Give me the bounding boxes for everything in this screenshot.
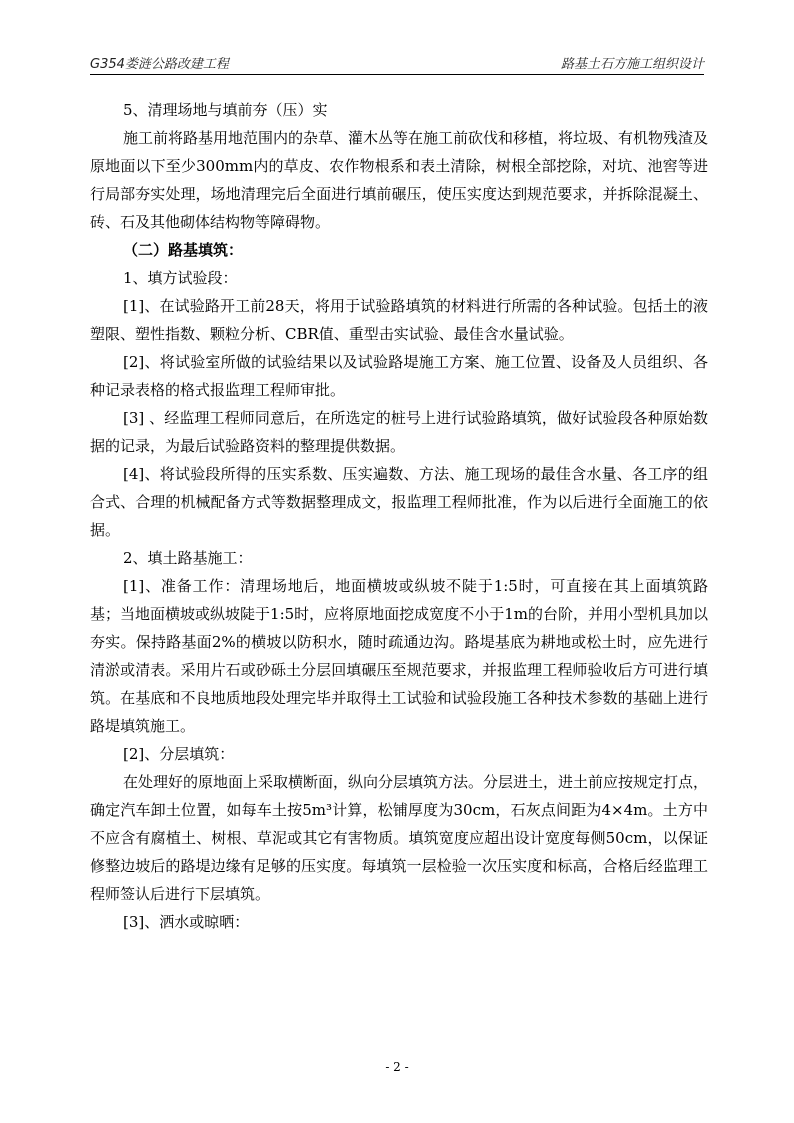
page-header	[90, 52, 704, 75]
subheading-layered-filling: [2]、分层填筑：	[123, 745, 235, 763]
paragraph-test-4: [4]、将试验段所得的压实系数、压实遍数、方法、施工现场的最佳含水量、各工序的组合式、合理的机械配备方式等数据整理成文，报监理工程师批准，作为以后进行全面施工的依据。	[90, 465, 708, 539]
paragraph-test-3: [3] 、经监理工程师同意后，在所选定的桩号上进行试验路填筑，做好试验段各种原始数据的记录，为最后试验路资料的整理提供数据。	[90, 409, 708, 455]
page-number: - 2 -	[385, 1060, 409, 1074]
section-heading-subgrade-filling: （二）路基填筑：	[123, 241, 244, 259]
subheading-watering-drying: [3]、洒水或晾晒：	[123, 913, 250, 931]
paragraph-preparation: [1]、准备工作：清理场地后，地面横坡或纵坡不陡于1:5时，可直接在其上面填筑路基；当地面横坡或纵坡陡于1:5时，应将原地面挖成宽度不小于1m的台阶，并用小型机具加以夯实。保持路基面2%的横坡以防积水，随时疏通边沟。路堤基底为耕地或松土时，应先进行清淤或清表。采用片石或砂砾土分层回填碾压至规范要求，并报监理工程师验收后方可进行填筑。在基底和不良地质地段处理完毕并取得土工试验和试验段施工各种技术参数的基础上进行路堤填筑施工。	[90, 577, 708, 735]
paragraph-clearing: 施工前将路基用地范围内的杂草、灌木丛等在施工前砍伐和移植，将垃圾、有机物残渣及原地面以下至少300mm内的草皮、农作物根系和表土清除，树根全部挖除，对坑、池窖等进行局部夯实处理，场地清理完后全面进行填前碾压，使压实度达到规范要求，并拆除混凝土、砖、石及其他砌体结构物等障碍物。	[90, 129, 709, 231]
section-heading-clearing: 5、清理场地与填前夯（压）实	[123, 101, 328, 119]
header-project-name: G354娄涟公路改建工程	[90, 57, 229, 72]
header-document-title: 路基土石方施工组织设计	[560, 57, 704, 72]
paragraph-test-1: [1]、在试验路开工前28天，将用于试验路填筑的材料进行所需的各种试验。包括土的液塑限、塑性指数、颗粒分析、CBR值、重型击实试验、最佳含水量试验。	[90, 297, 708, 343]
document-body	[90, 96, 708, 936]
subheading-test-section: 1、填方试验段：	[123, 269, 238, 287]
paragraph-test-2: [2]、将试验室所做的试验结果以及试验路堤施工方案、施工位置、设备及人员组织、各种记录表格的格式报监理工程师审批。	[90, 353, 708, 399]
subheading-fill-construction: 2、填土路基施工：	[123, 549, 253, 567]
paragraph-layered-filling: 在处理好的原地面上采取横断面，纵向分层填筑方法。分层进土，进土前应按规定打点，确定汽车卸土位置，如每车土按5m³计算，松铺厚度为30cm，石灰点间距为4×4m。土方中不应含有腐植土、树根、草泥或其它有害物质。填筑宽度应超出设计宽度每侧50cm，以保证修整边坡后的路堤边缘有足够的压实度。每填筑一层检验一次压实度和标高，合格后经监理工程师签认后进行下层填筑。	[90, 773, 709, 903]
